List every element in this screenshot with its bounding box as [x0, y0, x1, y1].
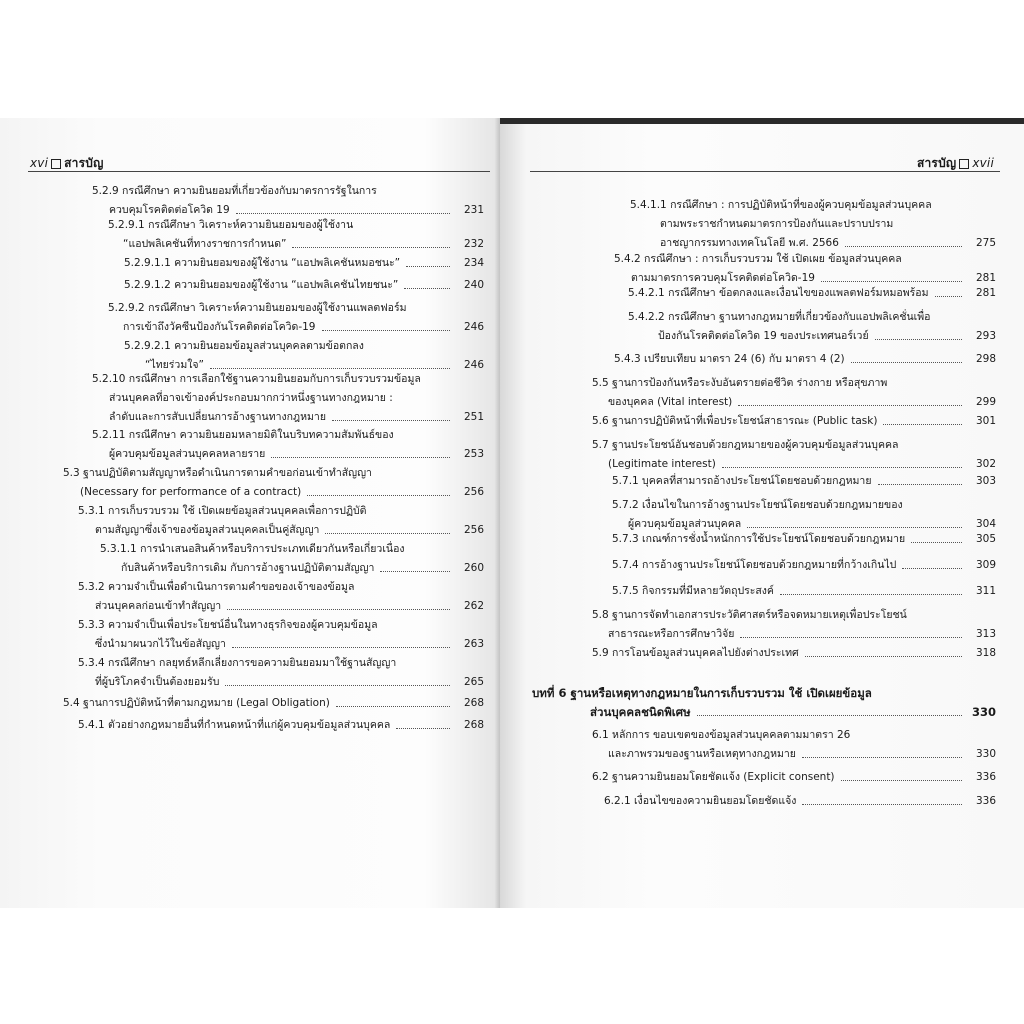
dot-leader — [802, 747, 962, 758]
toc-page-number: 232 — [463, 238, 484, 250]
toc-entry — [78, 504, 484, 542]
toc-entry-text: ส่วนบุคคลก่อนเข้าทำสัญญา — [95, 600, 222, 612]
toc-entry — [92, 184, 484, 222]
toc-entry — [124, 278, 484, 297]
dot-leader — [911, 532, 962, 543]
toc-entry-text: 5.2.9 กรณีศึกษา ความยินยอมที่เกี่ยวข้องกับมาตรการรัฐในการ — [92, 185, 377, 197]
dot-leader — [740, 627, 962, 638]
toc-entry — [612, 584, 996, 603]
toc-entry-text: “ไทยร่วมใจ” — [145, 359, 204, 371]
left-header-rule — [28, 171, 490, 172]
dot-leader — [738, 395, 962, 406]
toc-entry-text: ควบคุมโรคติดต่อโควิด 19 — [109, 204, 230, 216]
toc-page-number: 262 — [463, 600, 484, 612]
toc-entry-text: ผู้ควบคุมข้อมูลส่วนบุคคล — [628, 518, 742, 530]
dot-leader — [722, 457, 962, 468]
dot-leader — [805, 646, 962, 657]
toc-entry-text: (Necessary for performance of a contract) — [80, 486, 302, 498]
dot-leader — [747, 517, 962, 528]
dot-leader — [307, 485, 450, 496]
toc-entry-text: 5.7.4 การอ้างฐานประโยชน์โดยชอบด้วยกฎหมายที่กว้างเกินไป — [612, 559, 897, 571]
toc-entry-text: 5.4.3 เปรียบเทียบ มาตรา 24 (6) กับ มาตรา 4 (2) — [614, 353, 845, 365]
toc-entry-text: ส่วนบุคคลที่อาจเข้าองค์ประกอบมากกว่าหนึ่งฐานทางกฎหมาย : — [109, 392, 393, 404]
toc-page-number: 253 — [463, 448, 484, 460]
dot-leader — [875, 329, 962, 340]
toc-page-number: 231 — [463, 204, 484, 216]
left-page — [0, 118, 500, 908]
right-header-rule — [530, 171, 1000, 172]
toc-page-number: 251 — [463, 411, 484, 423]
toc-entry — [592, 728, 996, 766]
toc-entry — [612, 474, 996, 493]
toc-page-number: 275 — [975, 237, 996, 249]
toc-page-number: 256 — [463, 524, 484, 536]
left-page-number: xvi — [30, 156, 49, 170]
toc-entry-text: 5.3.4 กรณีศึกษา กลยุทธ์หลีกเลี่ยงการขอความยินยอมมาใช้ฐานสัญญา — [78, 657, 397, 669]
dot-leader — [406, 256, 450, 267]
dot-leader — [821, 271, 962, 282]
dot-leader — [210, 358, 450, 369]
toc-entry-text: ส่วนบุคคลชนิดพิเศษ — [590, 705, 691, 719]
toc-page-number: 303 — [975, 475, 996, 487]
toc-entry-text: 5.4.2 กรณีศึกษา : การเก็บรวบรวม ใช้ เปิดเผย ข้อมูลส่วนบุคคล — [614, 253, 902, 265]
dot-leader — [697, 705, 962, 716]
background-edge — [500, 118, 1024, 124]
toc-entry-text: 5.2.9.1 กรณีศึกษา วิเคราะห์ความยินยอมของผู้ใช้งาน — [108, 219, 354, 231]
toc-entry-text: และภาพรวมของฐานหรือเหตุทางกฎหมาย — [608, 748, 796, 760]
toc-page-number: 336 — [975, 771, 996, 783]
toc-entry — [614, 252, 996, 290]
toc-entry — [592, 376, 996, 414]
toc-page-number: 293 — [975, 330, 996, 342]
dot-leader — [380, 561, 450, 572]
toc-entry — [92, 372, 484, 429]
toc-entry — [124, 256, 484, 275]
toc-entry-text: 5.4.1 ตัวอย่างกฎหมายอื่นที่กำหนดหน้าที่แก่ผู้ควบคุมข้อมูลส่วนบุคคล — [78, 719, 391, 731]
dot-leader — [878, 474, 962, 485]
toc-entry — [92, 428, 484, 466]
dot-leader — [332, 410, 450, 421]
dot-leader — [883, 414, 962, 425]
dot-leader — [404, 278, 450, 289]
toc-entry-text: 5.2.9.2 กรณีศึกษา วิเคราะห์ความยินยอมของผู้ใช้งานแพลตฟอร์ม — [108, 302, 407, 314]
toc-entry — [612, 532, 996, 551]
toc-page-number: 299 — [975, 396, 996, 408]
toc-page-number: 281 — [975, 287, 996, 299]
toc-entry-text: 5.6 ฐานการปฏิบัติหน้าที่เพื่อประโยชน์สาธารณะ (Public task) — [592, 415, 878, 427]
toc-entry-text: ที่ผู้บริโภคจำเป็นต้องยอมรับ — [95, 676, 220, 688]
toc-entry-text: บทที่ 6 ฐานหรือเหตุทางกฎหมายในการเก็บรวบรวม ใช้ เปิดเผยข้อมูล — [532, 686, 872, 700]
toc-page-number: 330 — [971, 705, 996, 719]
toc-entry-text: การเข้าถึงวัคซีนป้องกันโรคติดต่อโควิด-19 — [123, 321, 316, 333]
toc-page-number: 309 — [975, 559, 996, 571]
right-page-number: xvii — [972, 156, 994, 170]
toc-entry-text: 5.7.5 กิจกรรมที่มีหลายวัตถุประสงค์ — [612, 585, 774, 597]
toc-entry — [592, 770, 996, 789]
toc-entry-text: ลำดับและการสับเปลี่ยนการอ้างฐานทางกฎหมาย — [109, 411, 326, 423]
toc-entry-text: 5.4.1.1 กรณีศึกษา : การปฏิบัติหน้าที่ของผู้ควบคุมข้อมูลส่วนบุคคล — [630, 199, 932, 211]
toc-entry-text: ซึ่งนำมาผนวกไว้ในข้อสัญญา — [95, 638, 226, 650]
toc-entry — [592, 438, 996, 476]
toc-entry-text: อาชญากรรมทางเทคโนโลยี พ.ศ. 2566 — [660, 237, 839, 249]
toc-entry-text: 5.2.9.2.1 ความยินยอมข้อมูลส่วนบุคคลตามข้อตกลง — [124, 340, 364, 352]
toc-entry — [78, 718, 484, 737]
toc-entry-text: 5.8 ฐานการจัดทำเอกสารประวัติศาสตร์หรือจดหมายเหตุเพื่อประโยชน์ — [592, 609, 907, 621]
toc-page-number: 313 — [975, 628, 996, 640]
toc-entry-text: ตามสัญญาซึ่งเจ้าของข้อมูลส่วนบุคคลเป็นคู่สัญญา — [95, 524, 320, 536]
dot-leader — [851, 352, 962, 363]
toc-entry — [592, 608, 996, 646]
toc-entry — [78, 656, 484, 694]
dot-leader — [336, 696, 450, 707]
toc-page-number: 234 — [463, 257, 484, 269]
toc-page-number: 330 — [975, 748, 996, 760]
toc-page-number: 311 — [975, 585, 996, 597]
toc-page-number: 246 — [463, 321, 484, 333]
toc-entry-text: 5.7.3 เกณฑ์การชั่งน้ำหนักการใช้ประโยชน์โดยชอบด้วยกฎหมาย — [612, 533, 906, 545]
toc-page-number: 301 — [975, 415, 996, 427]
toc-entry-text: 5.4.2.1 กรณีศึกษา ข้อตกลงและเงื่อนไขของแพลตฟอร์มหมอพร้อม — [628, 287, 929, 299]
square-icon — [959, 159, 969, 169]
toc-entry — [63, 696, 484, 715]
dot-leader — [935, 286, 962, 297]
toc-entry — [78, 580, 484, 618]
toc-entry-text: 5.3.1.1 การนำเสนอสินค้าหรือบริการประเภทเดียวกันหรือเกี่ยวเนื่อง — [100, 543, 405, 555]
toc-page-number: 298 — [975, 353, 996, 365]
toc-entry-text: 6.1 หลักการ ขอบเขตของข้อมูลส่วนบุคคลตามมาตรา 26 — [592, 729, 851, 741]
toc-entry — [604, 794, 996, 813]
toc-entry-text: “แอปพลิเคชันที่ทางราชการกำหนด” — [123, 238, 287, 250]
toc-page-number: 268 — [463, 697, 484, 709]
toc-entry-text: 5.4 ฐานการปฏิบัติหน้าที่ตามกฎหมาย (Legal Obligation) — [63, 697, 330, 709]
toc-entry-text: ตามมาตรการควบคุมโรคติดต่อโควิด-19 — [631, 272, 815, 284]
toc-entry-text: 5.2.9.1.2 ความยินยอมของผู้ใช้งาน “แอปพลิเคชันไทยชนะ” — [124, 279, 399, 291]
toc-entry — [612, 498, 996, 536]
dot-leader — [802, 794, 962, 805]
toc-entry-text: 6.2.1 เงื่อนไขของความยินยอมโดยชัดแจ้ง — [604, 795, 797, 807]
toc-page-number: 318 — [975, 647, 996, 659]
toc-entry-text: ตามพระราชกำหนดมาตรการป้องกันและปราบปราม — [660, 218, 894, 230]
right-page — [500, 118, 1024, 908]
toc-entry-text: (Legitimate interest) — [608, 458, 716, 470]
toc-page-number: 265 — [463, 676, 484, 688]
toc-entry-text: 5.3.2 ความจำเป็นเพื่อดำเนินการตามคำขอของเจ้าของข้อมูล — [78, 581, 355, 593]
toc-entry — [63, 466, 484, 504]
dot-leader — [225, 675, 450, 686]
toc-entry-text: 5.9 การโอนข้อมูลส่วนบุคคลไปยังต่างประเทศ — [592, 647, 799, 659]
square-icon — [51, 159, 61, 169]
dot-leader — [902, 558, 962, 569]
toc-entry-text: 5.5 ฐานการป้องกันหรือระงับอันตรายต่อชีวิต ร่างกาย หรือสุขภาพ — [592, 377, 888, 389]
toc-entry-text: ผู้ควบคุมข้อมูลส่วนบุคคลหลายราย — [109, 448, 266, 460]
toc-entry-text: 5.7.1 บุคคลที่สามารถอ้างประโยชน์โดยชอบด้วยกฎหมาย — [612, 475, 872, 487]
open-book — [0, 118, 1024, 908]
dot-leader — [227, 599, 450, 610]
toc-entry — [100, 542, 484, 580]
toc-entry-text: 5.7.2 เงื่อนไขในการอ้างฐานประโยชน์โดยชอบด้วยกฎหมายของ — [612, 499, 903, 511]
toc-entry — [78, 618, 484, 656]
toc-entry-text: 5.7 ฐานประโยชน์อันชอบด้วยกฎหมายของผู้ควบคุมข้อมูลส่วนบุคคล — [592, 439, 899, 451]
dot-leader — [232, 637, 450, 648]
toc-page-number: 263 — [463, 638, 484, 650]
dot-leader — [271, 447, 450, 458]
toc-entry-text: 5.3 ฐานปฏิบัติตามสัญญาหรือดำเนินการตามคำขอก่อนเข้าทำสัญญา — [63, 467, 372, 479]
toc-entry — [532, 686, 996, 724]
toc-page-number: 281 — [975, 272, 996, 284]
toc-entry — [614, 352, 996, 371]
toc-page-number: 304 — [975, 518, 996, 530]
dot-leader — [841, 770, 962, 781]
left-header-title: สารบัญ — [64, 156, 104, 170]
dot-leader — [322, 320, 450, 331]
toc-page-number: 240 — [463, 279, 484, 291]
toc-page-number: 336 — [975, 795, 996, 807]
toc-entry-text: ของบุคคล (Vital interest) — [608, 396, 733, 408]
toc-page-number: 260 — [463, 562, 484, 574]
toc-entry-text: สาธารณะหรือการศึกษาวิจัย — [608, 628, 735, 640]
toc-page-number: 268 — [463, 719, 484, 731]
toc-page-number: 256 — [463, 486, 484, 498]
toc-entry-text: 5.3.1 การเก็บรวบรวม ใช้ เปิดเผยข้อมูลส่วนบุคคลเพื่อการปฏิบัติ — [78, 505, 367, 517]
dot-leader — [780, 584, 962, 595]
toc-page-number: 305 — [975, 533, 996, 545]
dot-leader — [396, 718, 450, 729]
toc-entry-text: 5.2.9.1.1 ความยินยอมของผู้ใช้งาน “แอปพลิเคชันหมอชนะ” — [124, 257, 401, 269]
dot-leader — [325, 523, 450, 534]
toc-entry — [612, 558, 996, 577]
toc-page-number: 246 — [463, 359, 484, 371]
toc-entry-text: 5.2.10 กรณีศึกษา การเลือกใช้ฐานความยินยอมกับการเก็บรวบรวมข้อมูล — [92, 373, 421, 385]
toc-entry — [592, 646, 996, 665]
toc-entry — [628, 286, 996, 305]
dot-leader — [845, 236, 962, 247]
toc-entry — [108, 301, 484, 339]
dot-leader — [236, 203, 450, 214]
toc-entry — [592, 414, 996, 433]
dot-leader — [292, 237, 450, 248]
toc-entry — [628, 310, 996, 348]
toc-entry-text: 5.4.2.2 กรณีศึกษา ฐานทางกฎหมายที่เกี่ยวข้องกับแอปพลิเคชั่นเพื่อ — [628, 311, 931, 323]
toc-entry — [108, 218, 484, 256]
toc-page-number: 302 — [975, 458, 996, 470]
right-header-title: สารบัญ — [916, 156, 957, 170]
toc-entry-text: กับสินค้าหรือบริการเดิม กับการอ้างฐานปฏิบัติตามสัญญา — [121, 562, 375, 574]
toc-entry-text: 6.2 ฐานความยินยอมโดยชัดแจ้ง (Explicit consent) — [592, 771, 835, 783]
toc-entry-text: 5.3.3 ความจำเป็นเพื่อประโยชน์อื่นในทางธุรกิจของผู้ควบคุมข้อมูล — [78, 619, 378, 631]
toc-entry — [630, 198, 996, 255]
toc-entry-text: 5.2.11 กรณีศึกษา ความยินยอมหลายมิติในบริบทความสัมพันธ์ของ — [92, 429, 394, 441]
toc-entry-text: ป้องกันโรคติดต่อโควิด 19 ของประเทศนอร์เวย์ — [658, 330, 869, 342]
